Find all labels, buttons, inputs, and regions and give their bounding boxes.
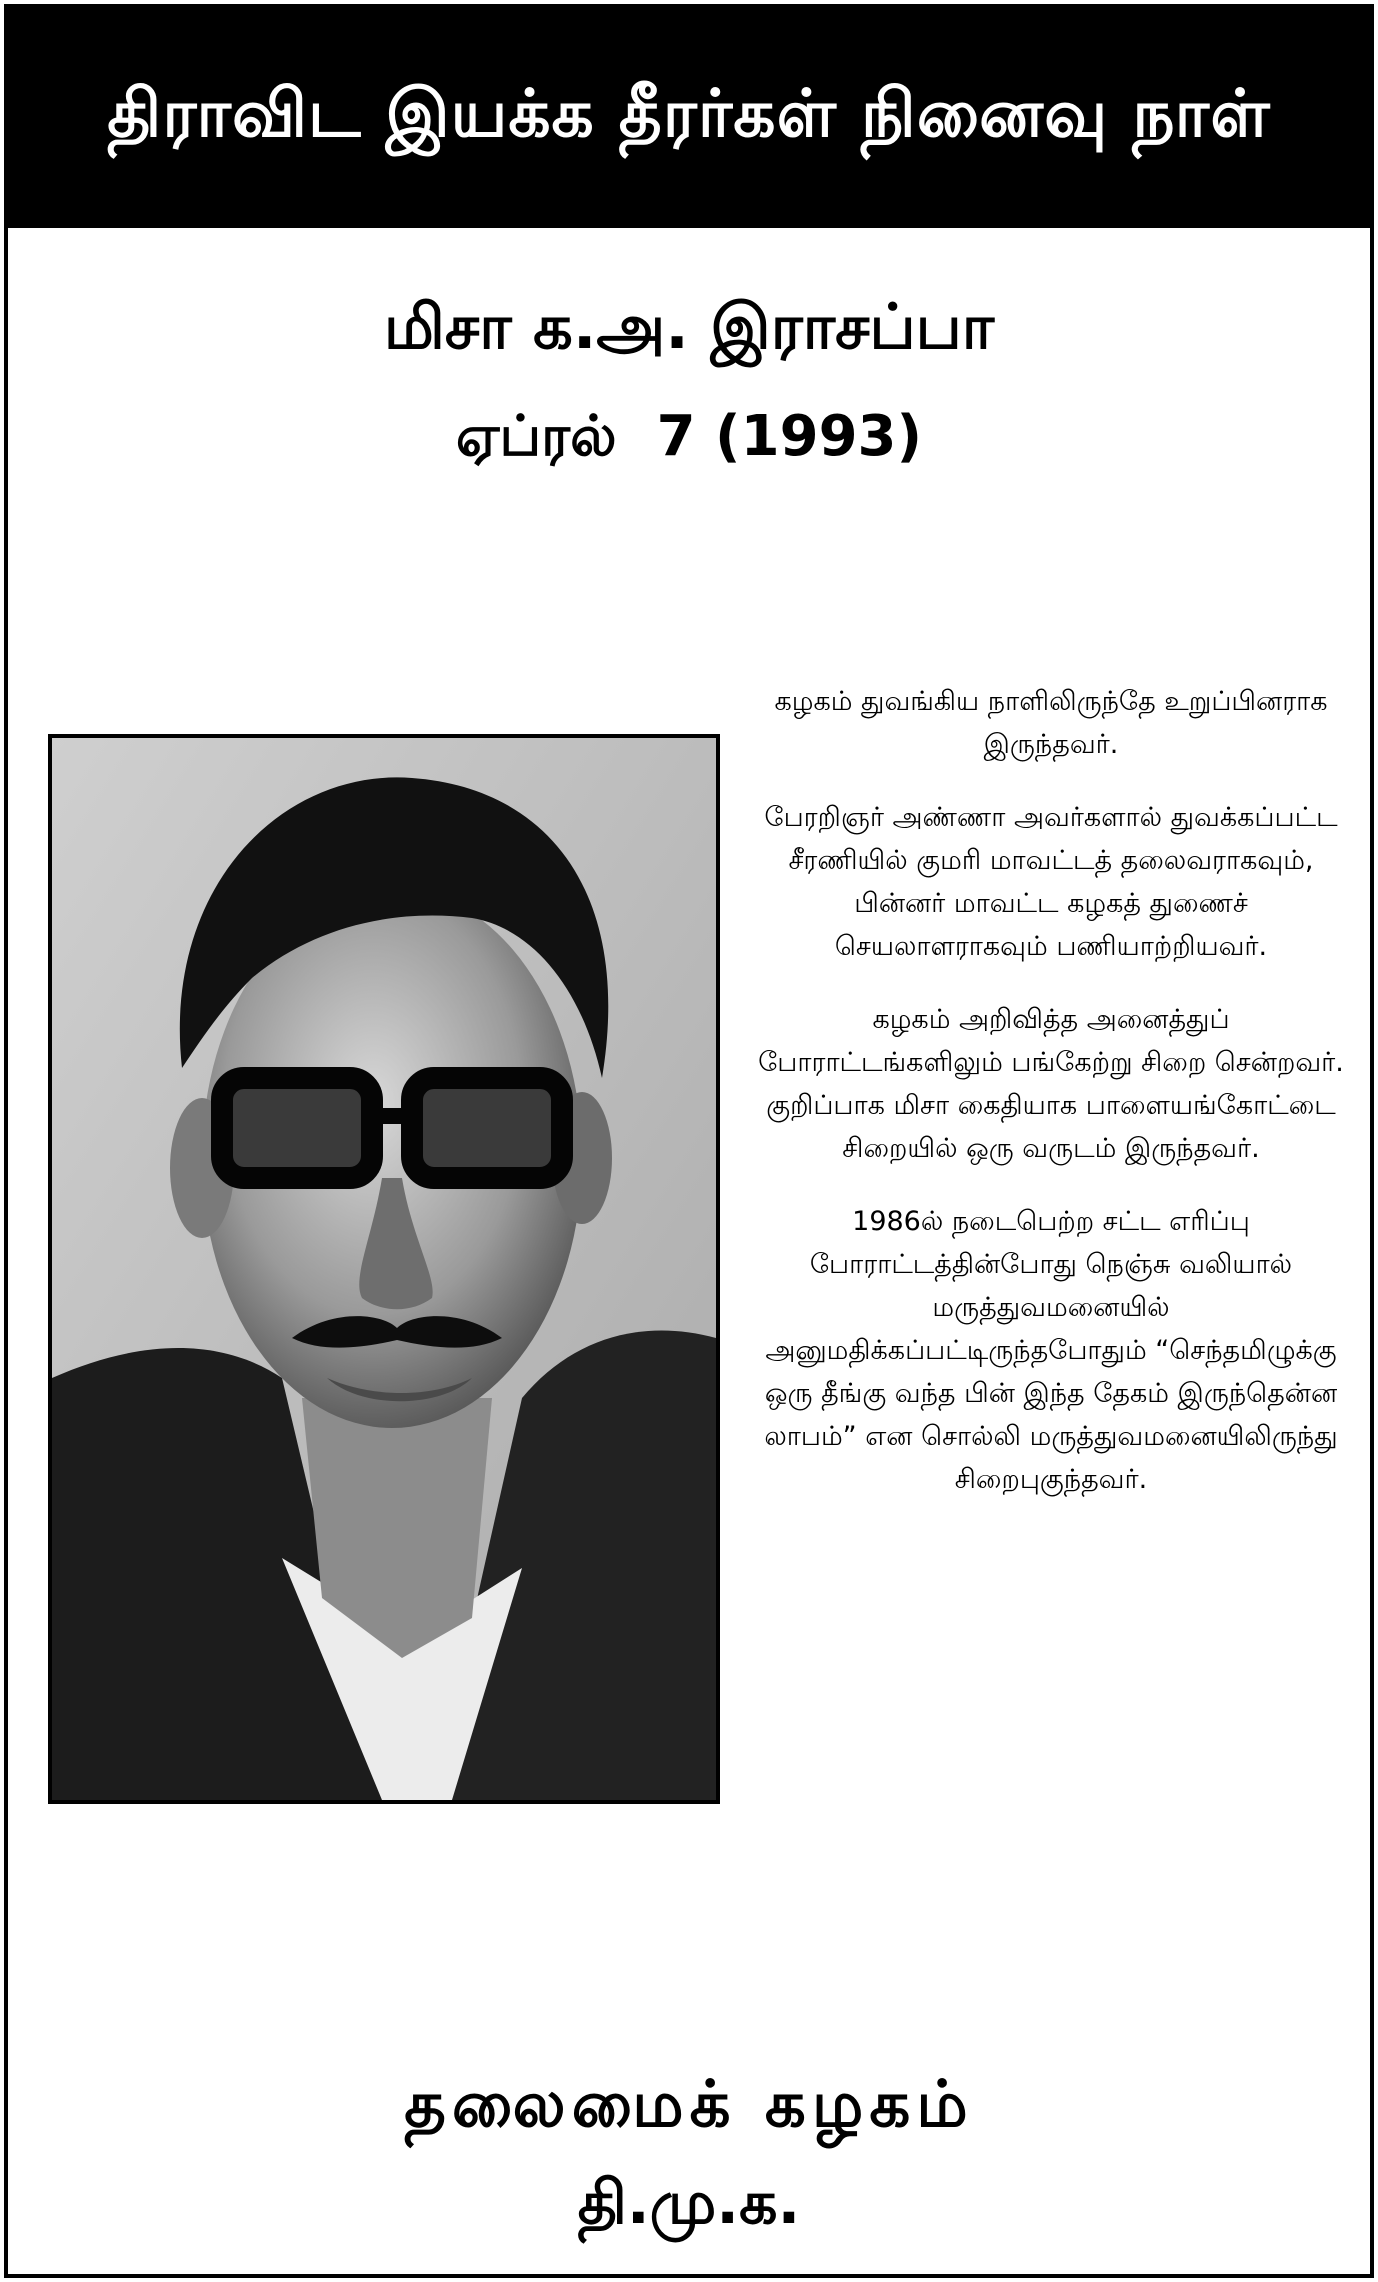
bio-text [756, 680, 1346, 1531]
memorial-date-month: ஏப்ரல் [455, 404, 617, 469]
portrait-illustration [52, 738, 716, 1800]
memorial-date [8, 404, 1370, 476]
header-bar [8, 8, 1370, 228]
header-title: திராவிட இயக்க தீரர்கள் நினைவு நாள் [107, 75, 1271, 152]
footer-organization: தலைமைக் கழகம் [404, 2068, 974, 2142]
memorial-poster [4, 4, 1374, 2278]
memorial-date-day: 7 [656, 404, 696, 469]
memorial-date-year: (1993) [715, 404, 923, 469]
bio-paragraph-3: கழகம் அறிவித்த அனைத்துப் போராட்டங்களிலும் பங்கேற்று சிறை சென்றவர். குறிப்பாக மிசா கைதியாக பாளையங்கோட்டை சிறையில் ஒரு வருடம் இருந்தவர். [758, 1004, 1344, 1164]
bio-paragraph-1: கழகம் துவங்கிய நாளிலிருந்தே உறுப்பினராக இருந்தவர். [774, 686, 1328, 760]
portrait-photo [48, 734, 720, 1804]
bio-paragraph-4: 1986ல் நடைபெற்ற சட்ட எரிப்பு போராட்டத்தின்போது நெஞ்சு வலியால் மருத்துவமனையில் அனுமதிக்கப்பட்டிருந்தபோதும் “செந்தமிழுக்கு ஒரு தீங்கு வந்த பின் இந்த தேகம் இருந்தென்ன லாபம்” என சொல்லி மருத்துவமனையிலிருந்து சிறைபுகுந்தவர். [764, 1206, 1338, 1495]
bio-paragraph-2: பேரறிஞர் அண்ணா அவர்களால் துவக்கப்பட்ட சீரணியில் குமரி மாவட்டத் தலைவராகவும், பின்னர் மாவட்ட கழகத் துணைச் செயலாளராகவும் பணியாற்றியவர். [764, 802, 1338, 962]
footer-party: தி.மு.க. [577, 2168, 801, 2238]
person-name: மிசா க.அ. இராசப்பா [383, 290, 995, 363]
